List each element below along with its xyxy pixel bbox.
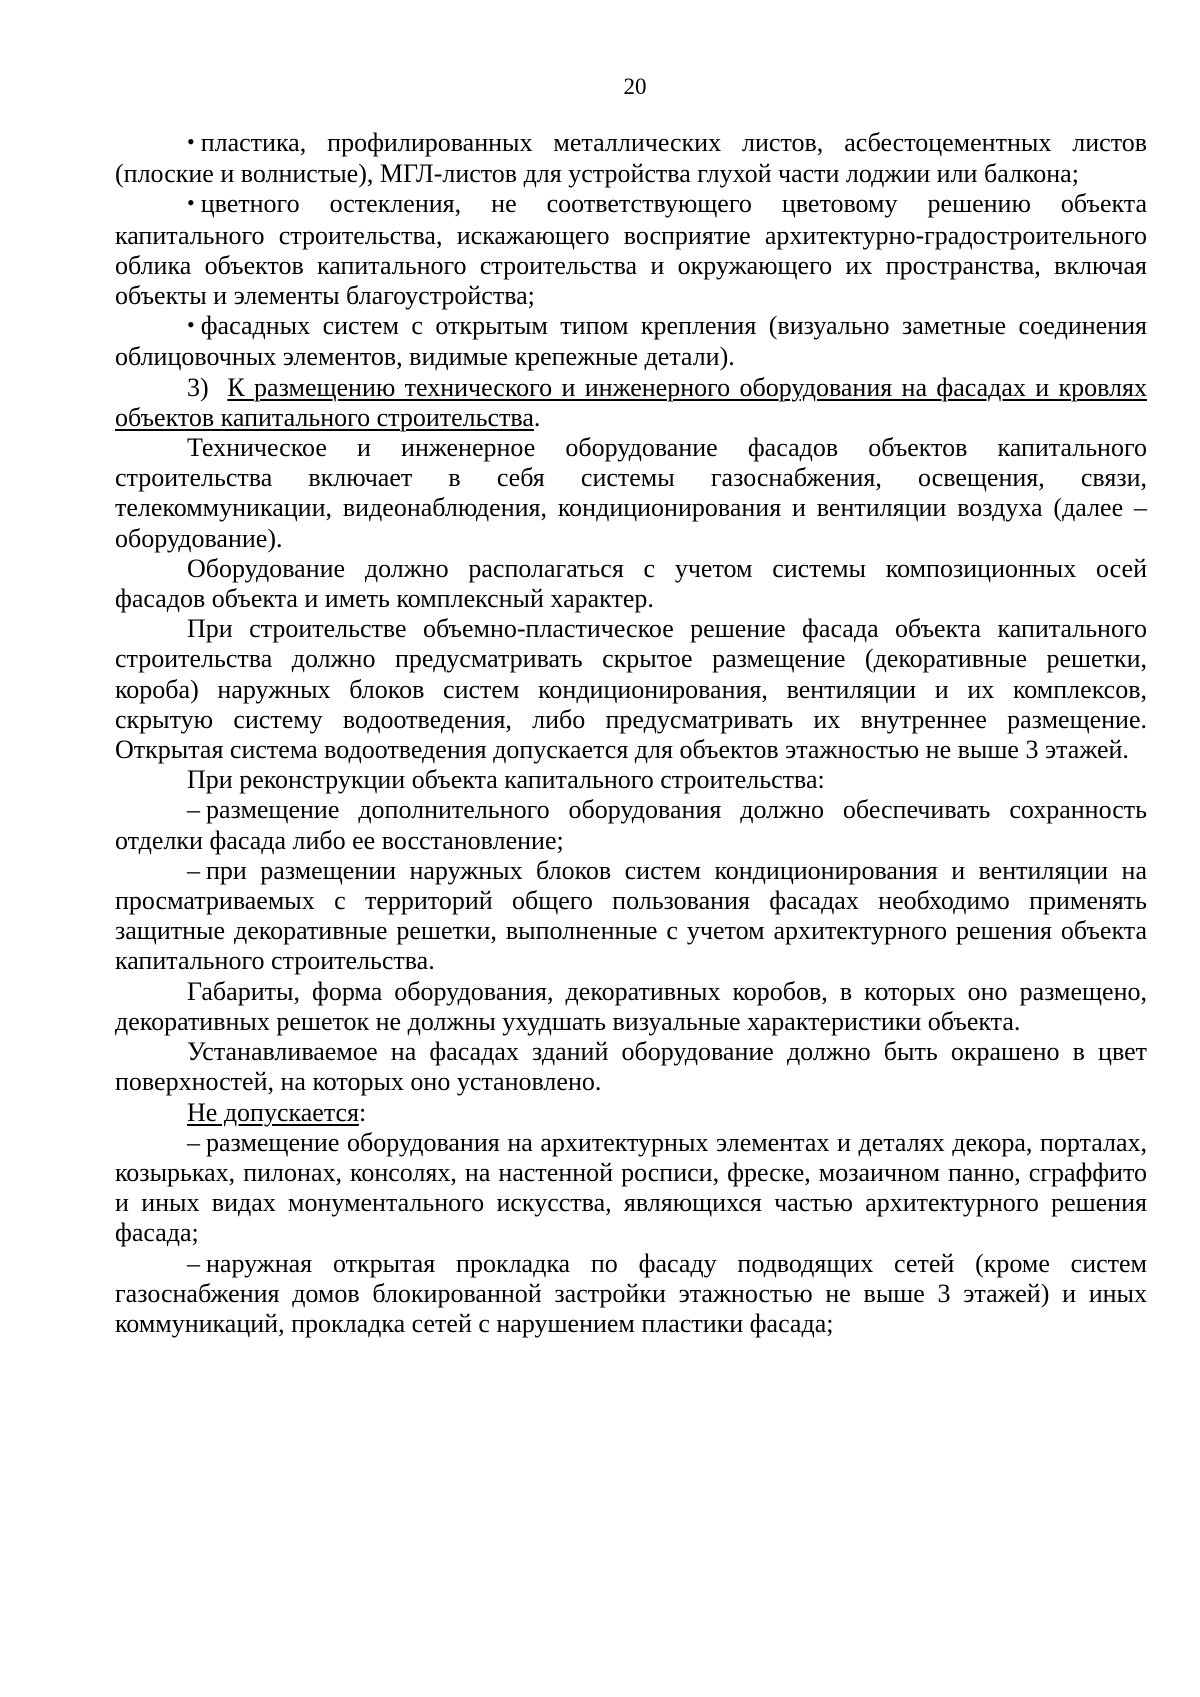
dash-item bbox=[115, 856, 1147, 977]
bullet-icon: • bbox=[187, 129, 195, 154]
not-allowed-heading bbox=[115, 1098, 1147, 1128]
bullet-icon: • bbox=[187, 312, 195, 338]
bullet-text: пластика, профилированных металлических листов, асбестоцементных листов (плоские и волнистые), МГЛ-листов для устройства глухой части лоджии или балкона; bbox=[115, 128, 1147, 189]
section-title: К размещению технического и инженерного оборудования на фасадах и кровлях объектов капитального строительства bbox=[115, 372, 1147, 432]
paragraph: Устанавливаемое на фасадах зданий оборудование должно быть окрашено в цвет поверхностей, на которых оно установлено. bbox=[115, 1037, 1147, 1097]
paragraph: Габариты, форма оборудования, декоративных коробов, в которых оно размещено, декоративных решеток не должны ухудшать визуальные характеристики объекта. bbox=[115, 976, 1147, 1036]
dash-item-text: наружная открытая прокладка по фасаду подводящих сетей (кроме систем газоснабжения домов блокированной застройки этажностью не выше 3 этажей) и иных коммуникаций, прокладка сетей с нарушением пластики фасада; bbox=[115, 1248, 1147, 1338]
section-title-end: . bbox=[533, 402, 541, 432]
not-allowed-title: Не допускается bbox=[187, 1097, 359, 1127]
dash-icon: – bbox=[187, 1248, 200, 1278]
paragraph: При реконструкции объекта капитального строительства: bbox=[187, 765, 825, 795]
bullet-text: фасадных систем с открытым типом крепления (визуально заметные соединения облицовочных элементов, видимые крепежные детали). bbox=[115, 311, 1147, 372]
paragraph: При строительстве объемно-пластическое решение фасада объекта капитального строительства должно предусматривать скрытое размещение (декоративные решетки, короба) наружных блоков систем кондиционирования, вентиляции и их комплексов, скрытую систему водоотведения, либо предусматривать их внутреннее размещение. Открытая система водоотведения допускается для объектов этажностью не выше 3 этажей. bbox=[115, 614, 1147, 765]
dash-item bbox=[115, 1249, 1147, 1340]
page-number: 20 bbox=[623, 74, 647, 99]
bullet-text: цветного остекления, не соответствующего цветовому решению объекта капитального строительства, искажающего восприятие архитектурно-градостроительного облика объектов капитального строительства и окружающего их пространства, включая объекты и элементы благоустройства; bbox=[115, 189, 1147, 311]
bullet-item bbox=[115, 128, 1147, 189]
bullet-icon: • bbox=[187, 190, 195, 216]
bullet-item bbox=[115, 189, 1147, 311]
dash-item-text: размещение дополнительного оборудования должно обеспечивать сохранность отделки фасада либо ее восстановление; bbox=[115, 795, 1147, 855]
not-allowed-colon: : bbox=[359, 1097, 367, 1127]
bullet-item bbox=[115, 311, 1147, 372]
dash-item-text: размещение оборудования на архитектурных элементах и деталях декора, порталах, козырьках, пилонах, консолях, на настенной росписи, фреске, мозаичном панно, сграффито и иных видах монументального искусства, являющихся частью архитектурного решения фасада; bbox=[115, 1127, 1147, 1248]
paragraph: Техническое и инженерное оборудование фасадов объектов капитального строительства включает в себя системы газоснабжения, освещения, связи, телекоммуникации, видеонаблюдения, кондиционирования и вентиляции воздуха (далее – оборудование). bbox=[115, 433, 1147, 553]
paragraph: Оборудование должно располагаться с учетом системы композиционных осей фасадов объекта и иметь комплексный характер. bbox=[115, 553, 1147, 614]
section-number: 3) bbox=[187, 372, 209, 402]
section-heading bbox=[115, 373, 1147, 433]
dash-item bbox=[115, 1128, 1147, 1249]
dash-item-text: при размещении наружных блоков систем кондиционирования и вентиляции на просматриваемых с территорий общего пользования фасадах необходимо применять защитные декоративные решетки, выполненные с учетом архитектурного решения объекта капитального строительства. bbox=[115, 855, 1147, 976]
dash-icon: – bbox=[187, 1127, 200, 1157]
document-body bbox=[115, 128, 1147, 1339]
dash-icon: – bbox=[187, 795, 200, 825]
dash-item bbox=[115, 795, 1147, 855]
dash-icon: – bbox=[187, 855, 200, 885]
